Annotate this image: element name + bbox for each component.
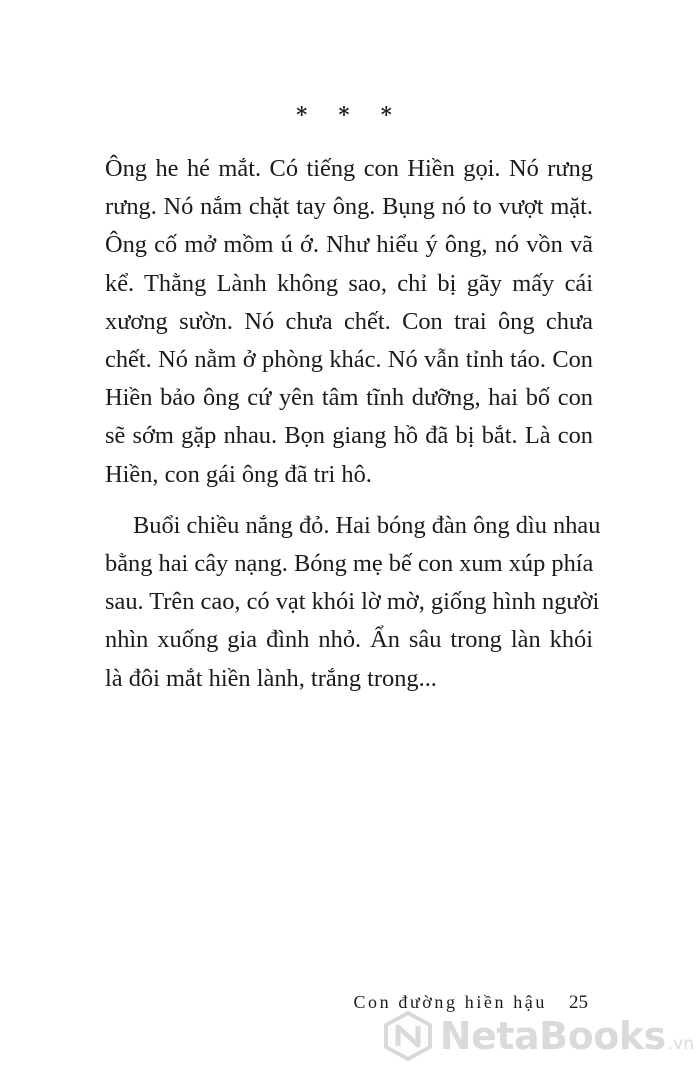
text-line: rưng. Nó nắm chặt tay ông. Bụng nó to vượt mặt. — [105, 193, 593, 221]
watermark-suffix: .vn — [667, 1034, 694, 1054]
running-title: Con đường hiền hậu — [353, 992, 547, 1012]
watermark-brand: NetaBooks — [439, 1014, 666, 1058]
text-line: Ông cố mở mồm ú ớ. Như hiểu ý ông, nó vồn vã — [105, 231, 593, 259]
section-separator: * * * — [296, 102, 404, 127]
netabooks-logo-icon — [382, 1010, 434, 1062]
text-line: kể. Thằng Lành không sao, chỉ bị gãy mấy cái — [105, 269, 593, 297]
text-line: bằng hai cây nạng. Bóng mẹ bế con xum xúp phía — [105, 550, 594, 578]
text-line: là đôi mắt hiền lành, trắng trong... — [105, 664, 437, 692]
page-number: 25 — [569, 992, 588, 1013]
watermark — [382, 1010, 694, 1062]
text-line: Hiền bảo ông cứ yên tâm tĩnh dưỡng, hai bố con — [105, 384, 593, 412]
body-text — [105, 150, 601, 698]
text-line: xương sườn. Nó chưa chết. Con trai ông chưa — [105, 307, 593, 335]
text-line: nhìn xuống gia đình nhỏ. Ẩn sâu trong làn khói — [105, 626, 593, 654]
text-line: Hiền, con gái ông đã tri hô. — [105, 460, 372, 488]
paragraph — [105, 150, 593, 494]
text-line: Buổi chiều nắng đỏ. Hai bóng đàn ông dìu nhau — [133, 511, 601, 539]
text-line: chết. Nó nằm ở phòng khác. Nó vẫn tỉnh táo. Con — [105, 346, 593, 374]
text-line: Ông he hé mắt. Có tiếng con Hiền gọi. Nó rưng — [105, 155, 593, 182]
text-line: sẽ sớm gặp nhau. Bọn giang hồ đã bị bắt. Là con — [105, 422, 593, 450]
paragraph — [105, 507, 601, 698]
text-line: sau. Trên cao, có vạt khói lờ mờ, giống hình người — [105, 588, 600, 616]
